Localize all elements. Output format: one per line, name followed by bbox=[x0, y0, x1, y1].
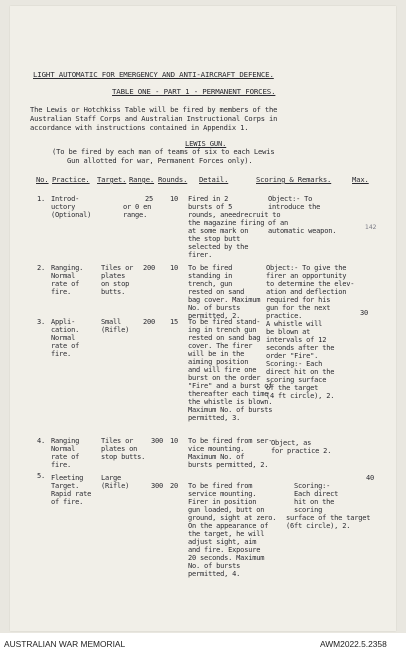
col-target: Target. bbox=[97, 175, 127, 184]
target-line: Small bbox=[101, 318, 122, 326]
detail-line: adjust sight, aim bbox=[188, 538, 257, 546]
remarks-line: to determine the elev- bbox=[266, 280, 355, 288]
detail-line: To be fired from ser- bbox=[188, 437, 273, 445]
remarks-line: (6ft circle), 2. bbox=[286, 522, 351, 530]
detail-line: No. of bursts bbox=[188, 304, 241, 312]
detail-line: aiming position bbox=[188, 358, 249, 366]
remarks-line: be blown at bbox=[266, 328, 311, 336]
practice-line: Target. bbox=[51, 482, 80, 490]
detail-line: and will fire one bbox=[188, 366, 257, 374]
intro-line-3: accordance with instructions contained in Appendix 1. bbox=[30, 123, 249, 132]
detail-line: permitted, 4. bbox=[188, 570, 241, 578]
remarks-line: practice. bbox=[266, 312, 303, 320]
detail-line: rested on sand bbox=[188, 288, 245, 296]
remarks-line: direct hit on the bbox=[266, 368, 335, 376]
rounds-value: 15 bbox=[170, 318, 179, 326]
remarks-line: firer an opportunity bbox=[266, 272, 347, 280]
remarks-line: Scoring:- bbox=[294, 482, 331, 490]
target-line: Tiles or bbox=[101, 264, 134, 272]
col-no: No. bbox=[36, 175, 49, 184]
practice-line: Rapid rate bbox=[51, 490, 92, 498]
document-title: LIGHT AUTOMATIC FOR EMERGENCY AND ANTI-AIRCRAFT DEFENCE. bbox=[33, 70, 274, 79]
range-line: 200 bbox=[143, 264, 156, 272]
remarks-line: (4 ft circle), 2. bbox=[266, 392, 335, 400]
row-number: 1. bbox=[37, 195, 46, 203]
remarks-line: A whistle will bbox=[266, 320, 323, 328]
detail-line: the whistle is blown. bbox=[188, 398, 273, 406]
handwritten-note: 142 bbox=[365, 224, 377, 231]
section-note-line-2: Gun allotted for war, Permanent Forces only). bbox=[67, 156, 253, 165]
detail-line: service mounting. bbox=[188, 490, 257, 498]
remarks-line: gun for the next bbox=[266, 304, 331, 312]
detail-line: 20 seconds. Maximum bbox=[188, 554, 265, 562]
rounds-value: 10 bbox=[170, 437, 179, 445]
range-line: 25 bbox=[145, 195, 154, 203]
detail-line: permitted, 3. bbox=[188, 414, 241, 422]
detail-line: Maximum No. of bursts bbox=[188, 406, 273, 414]
rounds-value: 10 bbox=[170, 264, 179, 272]
practice-line: Fleeting bbox=[51, 474, 84, 482]
section-title: LEWIS GUN. bbox=[185, 139, 227, 148]
range-line: 200 bbox=[143, 318, 156, 326]
remarks-line: ation and deflection bbox=[266, 288, 347, 296]
practice-line: Ranging bbox=[51, 437, 80, 445]
detail-line: the stop butt bbox=[188, 235, 241, 243]
col-max: Max. bbox=[352, 175, 369, 184]
remarks-line: automatic weapon. bbox=[268, 227, 337, 235]
detail-line: No. of bursts bbox=[188, 562, 241, 570]
row-number: 2. bbox=[37, 264, 46, 272]
document-page bbox=[10, 6, 396, 631]
detail-line: will be in the bbox=[188, 350, 245, 358]
remarks-line: Object:- To give the bbox=[266, 264, 347, 272]
rounds-value: 20 bbox=[170, 482, 179, 490]
detail-line: ground, sight at zero. bbox=[188, 514, 277, 522]
footer-institution: AUSTRALIAN WAR MEMORIAL bbox=[4, 639, 126, 649]
practice-line: of fire. bbox=[51, 498, 84, 506]
remarks-line: order "Fire". bbox=[266, 352, 319, 360]
remarks-line: for practice 2. bbox=[271, 447, 332, 455]
practice-line: Normal bbox=[51, 272, 76, 280]
target-line: plates bbox=[101, 272, 126, 280]
range-line: 300 bbox=[151, 437, 164, 445]
remarks-line: of an bbox=[268, 219, 289, 227]
detail-line: firer. bbox=[188, 251, 213, 259]
detail-line: standing in bbox=[188, 272, 233, 280]
detail-line: To be fired bbox=[188, 264, 233, 272]
detail-line: To be fired from bbox=[188, 482, 253, 490]
row-number: 3. bbox=[37, 318, 46, 326]
archive-footer bbox=[0, 633, 406, 653]
practice-line: Normal bbox=[51, 334, 76, 342]
practice-line: uctory bbox=[51, 203, 76, 211]
row-number: 5. bbox=[37, 472, 46, 480]
detail-line: permitted, 2. bbox=[188, 312, 241, 320]
target-line: (Rifle) bbox=[101, 326, 130, 334]
remarks-line: Object, as bbox=[271, 439, 312, 447]
remarks-line: of the target bbox=[266, 384, 319, 392]
practice-line: fire. bbox=[51, 461, 72, 469]
detail-line: Firer in position bbox=[188, 498, 257, 506]
detail-line: burst on the order bbox=[188, 374, 261, 382]
section-note-line-1: (To be fired by each man of teams of six to each Lewis bbox=[52, 147, 275, 156]
detail-line: thereafter each time bbox=[188, 390, 269, 398]
detail-line: "Fire" and a burst of bbox=[188, 382, 273, 390]
range-line: or 0 en bbox=[123, 203, 152, 211]
range-line: range. bbox=[123, 211, 148, 219]
detail-line: trench, gun bbox=[188, 280, 233, 288]
detail-line: Maximum No. of bbox=[188, 453, 245, 461]
document-subtitle: TABLE ONE - PART 1 - PERMANENT FORCES. bbox=[112, 87, 276, 96]
detail-line: To be fired stand- bbox=[188, 318, 261, 326]
practice-line: Normal bbox=[51, 445, 76, 453]
col-practice: Practice. bbox=[52, 175, 90, 184]
col-range: Range. bbox=[129, 175, 155, 184]
remarks-line: intervals of 12 bbox=[266, 336, 327, 344]
target-line: stop butts. bbox=[101, 453, 146, 461]
practice-line: rate of bbox=[51, 342, 80, 350]
rounds-value: 10 bbox=[170, 195, 179, 203]
detail-line: vice mounting. bbox=[188, 445, 245, 453]
remarks-line: introduce the bbox=[268, 203, 321, 211]
detail-line: at some mark on bbox=[188, 227, 249, 235]
practice-line: rate of bbox=[51, 453, 80, 461]
practice-line: rate of bbox=[51, 280, 80, 288]
target-line: butts. bbox=[101, 288, 126, 296]
practice-line: cation. bbox=[51, 326, 80, 334]
detail-line: the target, he will bbox=[188, 530, 265, 538]
remarks-line: scoring bbox=[294, 506, 323, 514]
practice-line: (Optional) bbox=[51, 211, 92, 219]
col-remarks: Scoring & Remarks. bbox=[256, 175, 332, 184]
detail-line: bag cover. Maximum bbox=[188, 296, 261, 304]
detail-line: rested on sand bag bbox=[188, 334, 261, 342]
practice-line: Ranging. bbox=[51, 264, 84, 272]
detail-line: and fire. Exposure bbox=[188, 546, 261, 554]
intro-line-1: The Lewis or Hotchkiss Table will be fired by members of the bbox=[30, 105, 278, 114]
row-number: 4. bbox=[37, 437, 46, 445]
footer-catalog-number: AWM2022.5.2358 bbox=[320, 639, 387, 649]
detail-line: ing in trench gun bbox=[188, 326, 257, 334]
remarks-line: scoring surface bbox=[266, 376, 327, 384]
practice-line: fire. bbox=[51, 350, 72, 358]
target-line: Tiles or bbox=[101, 437, 134, 445]
practice-line: Introd- bbox=[51, 195, 80, 203]
max-value: 40 bbox=[366, 474, 375, 482]
detail-line: the magazine firing bbox=[188, 219, 265, 227]
remarks-line: seconds after the bbox=[266, 344, 335, 352]
max-value: 30 bbox=[360, 309, 369, 317]
remarks-line: Scoring:- Each bbox=[266, 360, 323, 368]
remarks-line: required for his bbox=[266, 296, 331, 304]
remarks-line: Each direct bbox=[294, 490, 339, 498]
detail-line: rounds, aneedrecruit to bbox=[188, 211, 281, 219]
intro-line-2: Australian Staff Corps and Australian Instructional Corps in bbox=[30, 114, 278, 123]
col-rounds: Rounds. bbox=[158, 175, 188, 184]
detail-line: cover. The firer bbox=[188, 342, 253, 350]
detail-line: Fired in 2 bbox=[188, 195, 229, 203]
detail-line: bursts permitted, 2. bbox=[188, 461, 269, 469]
remarks-line: surface of the target bbox=[286, 514, 371, 522]
practice-line: Appli- bbox=[51, 318, 76, 326]
remarks-line: hit on the bbox=[294, 498, 335, 506]
target-line: (Rifle) bbox=[101, 482, 130, 490]
detail-line: selected by the bbox=[188, 243, 249, 251]
range-line: 300 bbox=[151, 482, 164, 490]
target-line: plates on bbox=[101, 445, 138, 453]
practice-line: fire. bbox=[51, 288, 72, 296]
target-line: Large bbox=[101, 474, 122, 482]
col-detail: Detail. bbox=[199, 175, 229, 184]
target-line: on stop bbox=[101, 280, 130, 288]
detail-line: bursts of 5 bbox=[188, 203, 233, 211]
detail-line: On the appearance of bbox=[188, 522, 269, 530]
remarks-line: Object:- To bbox=[268, 195, 313, 203]
detail-line: gun loaded, butt on bbox=[188, 506, 265, 514]
